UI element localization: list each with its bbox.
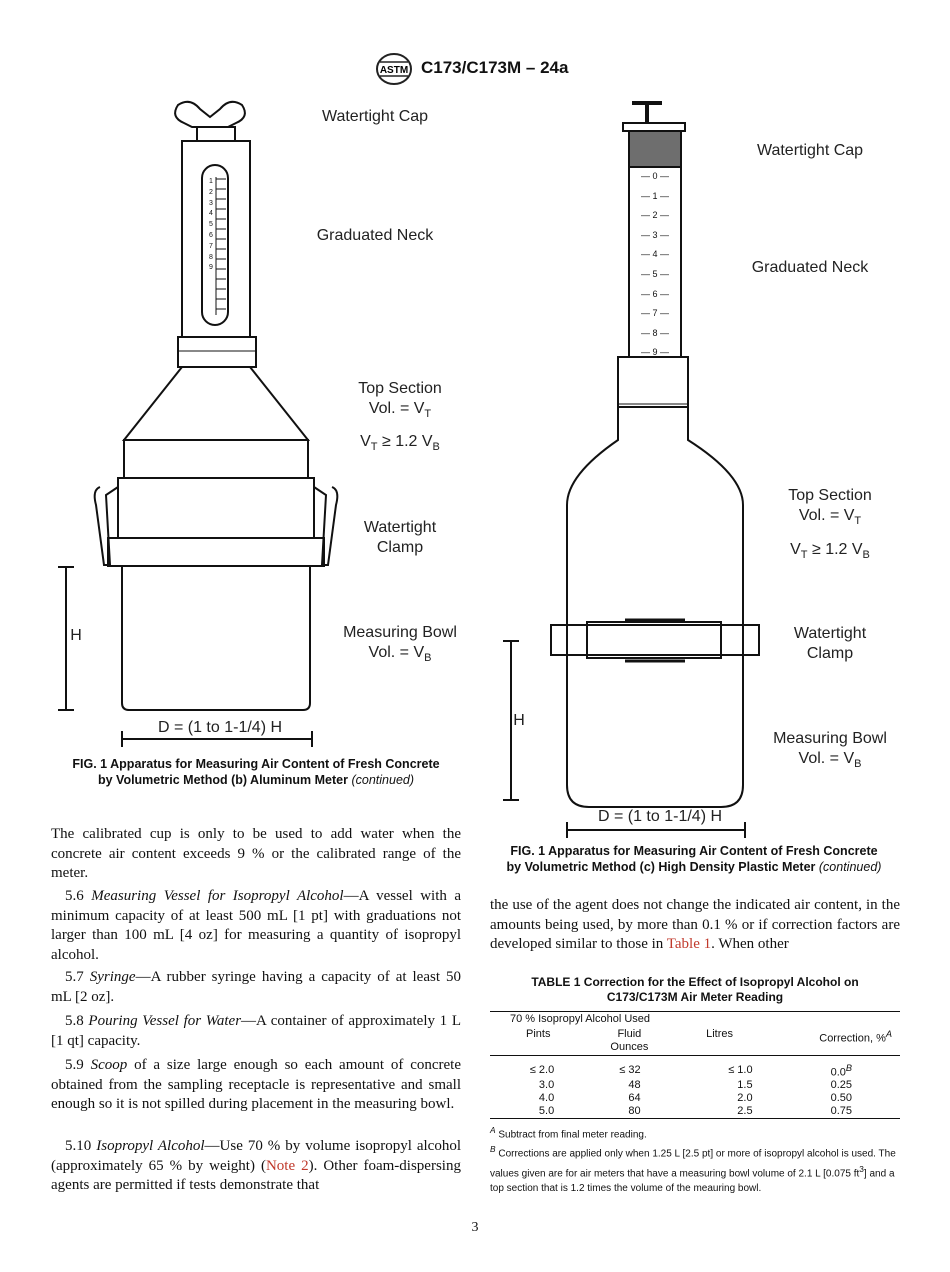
table-1-link[interactable]: Table 1	[666, 936, 712, 952]
paragraph-5-8: 5.8 Pouring Vessel for Water—A container of approximately 1 L [1 qt] capacity.	[51, 1013, 461, 1049]
scale-mark: 5	[209, 221, 213, 229]
scale-mark: 1	[652, 190, 658, 201]
scale-mark: 0	[652, 171, 658, 181]
paragraph-continued: The calibrated cup is only to be used to add water when the concrete air content exceeds 9 % or the calibrated range of the meter.	[51, 826, 461, 881]
footnote-a: $^A$ Subtract from final meter reading.	[490, 1125, 647, 1141]
label-height-c: H	[513, 712, 525, 729]
scale-mark: 4	[209, 210, 213, 218]
paragraph-right-continued: the use of the agent does not change the indicated air content, in the amounts being used, by more than 0.1 % or if correction factors are developed similar to those in Table 1. When other	[490, 897, 900, 952]
note-2-link[interactable]: Note 2	[265, 1157, 309, 1174]
scale-mark: 3	[652, 229, 658, 240]
label-watertight-cap-b: Watertight Cap	[321, 108, 429, 125]
col-litres: Litres	[706, 1028, 734, 1040]
scale-mark: 1	[209, 178, 213, 185]
svg-text:ASTM: ASTM	[379, 65, 409, 76]
scale-mark: 7	[652, 308, 658, 319]
table-1	[490, 975, 900, 1119]
label-height-b: H	[70, 627, 82, 644]
scale-mark: 2	[209, 188, 213, 196]
group-header: 70 % Isopropyl Alcohol Used	[510, 1013, 651, 1025]
scale-mark: 7	[209, 242, 213, 250]
table-title: TABLE 1 Correction for the Effect of Isopropyl Alcohol on C173/C173M Air Meter Reading	[531, 975, 859, 1004]
label-volume-ratio-b: $V_T \ge 1.2$ $V_B$	[360, 433, 440, 454]
page-number: 3	[471, 1220, 479, 1235]
scale-mark: 6	[209, 231, 213, 239]
scale-mark: 9	[209, 264, 213, 272]
label-watertight-cap-c: Watertight Cap	[756, 142, 864, 159]
label-top-section-c: Top Section Vol. = $V_T$	[788, 487, 872, 528]
scale-mark: 9	[652, 347, 658, 358]
scale-mark: 2	[652, 210, 658, 221]
table-footnotes	[490, 1123, 900, 1196]
label-diameter-b: D = (1 to 1-1/4) H	[157, 719, 283, 736]
table-row: ≤ 2.0 ≤ 32 ≤ 1.0 $0.0^B$	[529, 1062, 852, 1079]
label-top-section-b: Top Section Vol. = $V_T$	[358, 380, 442, 421]
label-graduated-neck-b: Graduated Neck	[316, 227, 434, 244]
label-watertight-clamp-c: Watertight Clamp	[793, 625, 867, 662]
label-diameter-c: D = (1 to 1-1/4) H	[597, 808, 723, 825]
astm-logo-icon	[374, 52, 414, 86]
col-correction: Correction, %$^A$	[819, 1029, 892, 1045]
neck-scale-b	[205, 177, 217, 274]
paragraph-5-10: 5.10 Isopropyl Alcohol—Use 70 % by volume isopropyl alcohol (approximately 65 % by weight) (Note 2). Other foam-dispersing agents are permitted if tests demonstrate that	[51, 1138, 462, 1193]
label-measuring-bowl-b: Measuring Bowl Vol. = $V_B$	[343, 624, 457, 665]
document-code: C173/C173M – 24a	[421, 58, 569, 77]
table-row: 5.0 80 2.5 0.75	[490, 1105, 900, 1119]
col-fluid-ounces: Fluid Ounces	[610, 1028, 649, 1053]
label-graduated-neck-c: Graduated Neck	[751, 259, 869, 276]
paragraph-5-6: 5.6 Measuring Vessel for Isopropyl Alcohol—A vessel with a minimum capacity of at least 500 mL [1 pt] with graduations not larger than 100 mL [4 oz] for measuring a quantity of isopropyl alcohol.	[51, 888, 462, 963]
scale-mark: 6	[652, 288, 658, 299]
scale-mark: 8	[209, 253, 213, 261]
table-row: 4.0 64 2.0 0.50	[538, 1092, 852, 1105]
scale-mark: 4	[652, 249, 658, 260]
correction-table	[490, 1011, 900, 1119]
figure-c-caption: FIG. 1 Apparatus for Measuring Air Content of Fresh Concrete by Volumetric Method (c) High Density Plastic Meter (continued)	[506, 844, 882, 874]
page-header	[0, 52, 950, 88]
label-measuring-bowl-c: Measuring Bowl Vol. = $V_B$	[773, 730, 887, 771]
label-volume-ratio-c: $V_T \ge 1.2$ $V_B$	[790, 541, 870, 562]
col-pints: Pints	[526, 1028, 551, 1040]
paragraph-5-7: 5.7 Syringe—A rubber syringe having a capacity of at least 50 mL [2 oz].	[51, 969, 461, 1005]
scale-mark: 8	[652, 327, 658, 338]
neck-scale-c: — 0 — — 1 — — 2 — — 3 — — 4 — — 5 — — 6 — — 7 — — 8 — — 9 —	[640, 171, 670, 358]
footnote-b: $^B$ Corrections are applied only when 1.25 L [2.5 pt] or more of isopropyl alcohol is used. The values given are for air meters that have a measuring bowl volume of 2.1 L [0.075 $ft^3$] and a top section that is 1.2 times the volume of the meauring bowl.	[490, 1144, 896, 1194]
figure-b-caption: FIG. 1 Apparatus for Measuring Air Content of Fresh Concrete by Volumetric Method (b) Aluminum Meter (continued)	[72, 757, 440, 787]
paragraph-5-9: 5.9 Scoop of a size large enough so each amount of concrete obtained from the sampling receptacle is representative and small enough so it is not spilled during placement in the measuring bowl.	[51, 1057, 462, 1112]
table-row: 3.0 48 1.5 0.25	[538, 1079, 852, 1092]
scale-mark: 3	[209, 199, 213, 207]
scale-mark: 5	[652, 268, 658, 279]
label-watertight-clamp-b: Watertight Clamp	[363, 519, 437, 556]
